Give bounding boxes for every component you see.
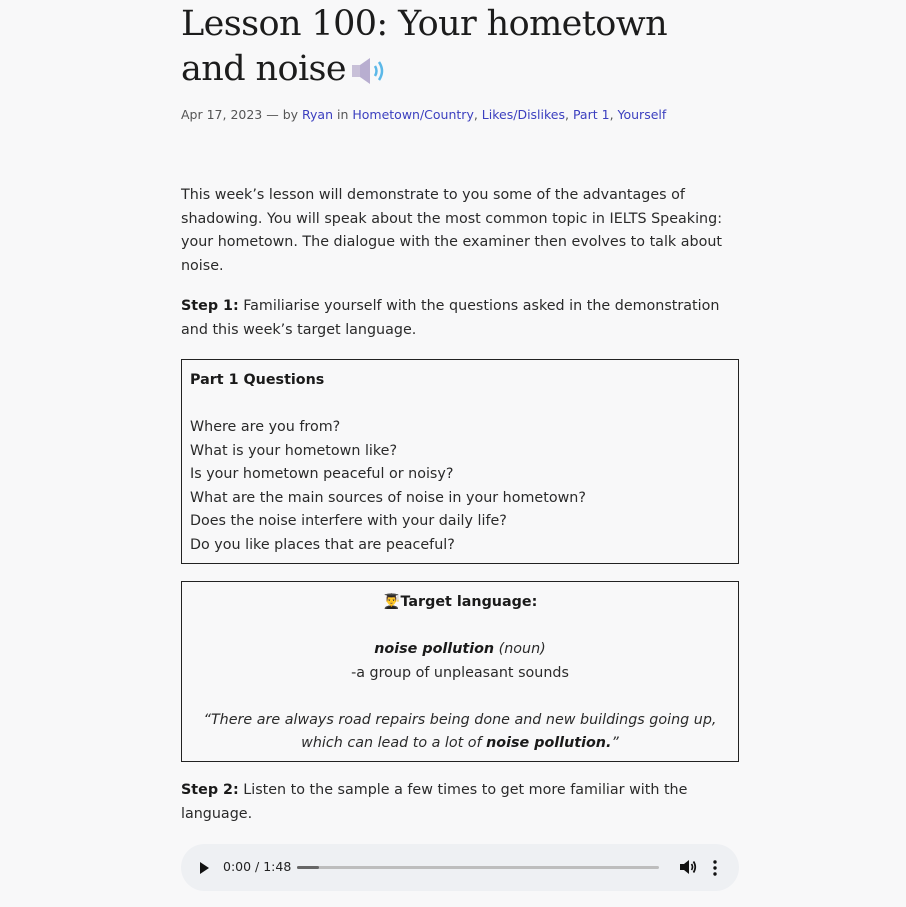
example-sentence-line1: “There are always road repairs being done and new buildings going up, — [203, 711, 717, 728]
part-of-speech: (noun) — [494, 641, 546, 657]
post-date: Apr 17, 2023 — [181, 107, 263, 122]
question-item: Do you like places that are peaceful? — [190, 536, 455, 553]
target-definition: -a group of unpleasant sounds — [351, 664, 569, 681]
audio-progress-track[interactable] — [297, 866, 659, 869]
post-meta: Apr 17, 2023 — by Ryan in Hometown/Country, Likes/Dislikes, Part 1, Yourself — [181, 107, 667, 122]
example-sentence-line2: which can lead to a lot of noise pollution.” — [301, 735, 619, 751]
question-item: What is your hometown like? — [190, 442, 398, 459]
category-link-part1[interactable]: Part 1 — [572, 107, 610, 122]
questions-box — [181, 359, 739, 564]
category-link-yourself[interactable]: Yourself — [617, 107, 667, 122]
category-link-hometown[interactable]: Hometown/Country — [352, 107, 474, 122]
step1-paragraph: Step 1: Familiarise yourself with the questions asked in the demonstration and this week’s target language. — [181, 298, 720, 338]
page-title: Lesson 100: Your hometown and noise — [181, 4, 668, 89]
target-term: noise pollution — [374, 641, 495, 657]
question-item: Does the noise interfere with your daily life? — [190, 513, 507, 529]
play-icon[interactable] — [200, 862, 209, 874]
audio-player[interactable] — [181, 844, 739, 891]
step2-paragraph: Step 2: Listen to the sample a few times to get more familiar with the language. — [181, 782, 688, 822]
target-term-line — [182, 638, 738, 662]
question-item: Where are you from? — [190, 419, 341, 435]
speaker-icon — [350, 56, 390, 86]
audio-progress-fill — [297, 866, 319, 869]
author-link[interactable]: Ryan — [302, 107, 334, 122]
question-item: What are the main sources of noise in your hometown? — [190, 489, 586, 506]
category-link-likes[interactable]: Likes/Dislikes — [481, 107, 565, 122]
more-options-icon[interactable] — [712, 859, 718, 877]
audio-time: 0:00 / 1:48 — [223, 859, 292, 874]
question-item: Is your hometown peaceful or noisy? — [190, 466, 454, 482]
student-icon: 👨‍🎓 — [382, 594, 401, 610]
target-language-box — [181, 581, 739, 762]
questions-heading: Part 1 Questions — [190, 372, 325, 388]
target-heading: 👨‍🎓Target language: — [382, 594, 538, 610]
intro-paragraph: This week’s lesson will demonstrate to you some of the advantages of shadowing. You will speak about the most common topic in IELTS Speaking: your hometown. The dialogue with the examiner then evolves to talk about noise. — [181, 187, 723, 274]
volume-icon[interactable] — [679, 858, 697, 876]
